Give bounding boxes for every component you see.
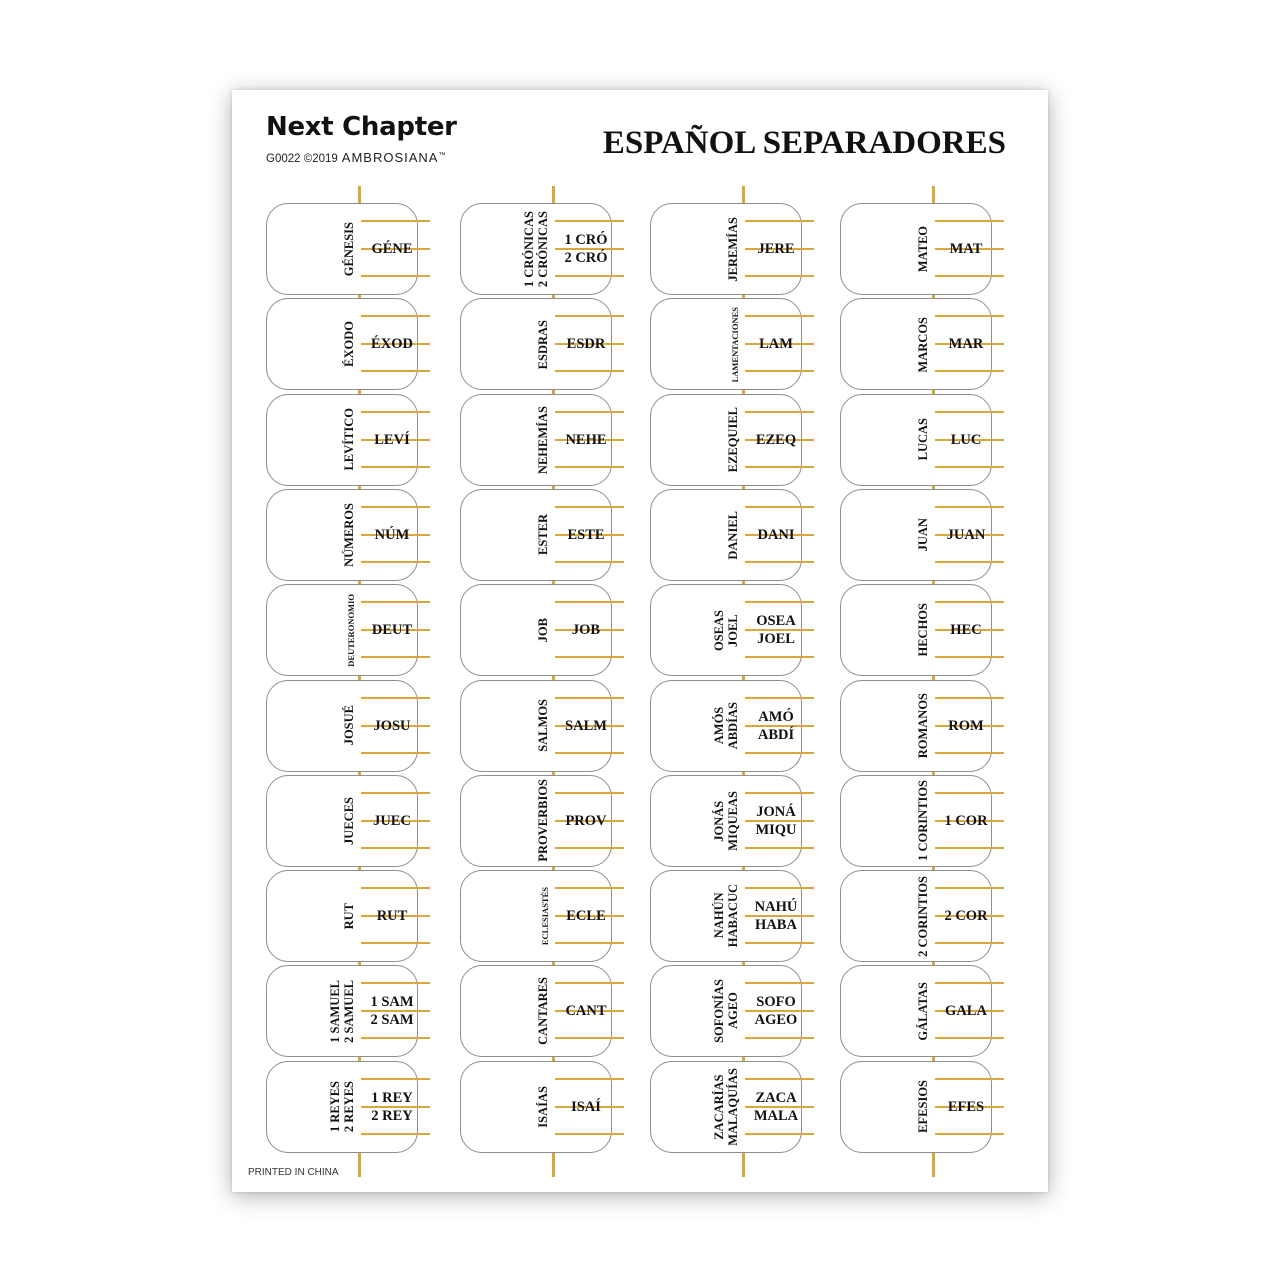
book-name-line: LEVÍTICO <box>342 408 356 471</box>
book-name <box>460 965 550 1057</box>
book-abbreviation-line: DANI <box>757 526 795 543</box>
tab-column-4 <box>840 186 1016 1177</box>
book-abbreviation-line: MAT <box>949 241 983 257</box>
book-name-text <box>726 217 740 282</box>
book-abbreviation <box>936 965 996 1057</box>
book-abbreviation-line: NÚM <box>374 526 410 543</box>
book-name-text <box>342 408 356 471</box>
book-abbreviation-line: SOFO <box>756 994 796 1011</box>
book-abbreviation-line: ECLE <box>566 908 606 925</box>
book-abbreviation <box>746 298 806 390</box>
book-name-text <box>712 610 740 651</box>
book-name-line: ROMANOS <box>916 692 930 759</box>
book-abbreviation <box>936 680 996 772</box>
book-abbreviation <box>936 870 996 962</box>
printed-in-label: PRINTED IN CHINA <box>248 1167 339 1178</box>
book-abbreviation-line: JOEL <box>757 631 795 648</box>
book-name <box>460 870 550 962</box>
book-name-line: JONÁS <box>712 800 726 842</box>
book-name-text <box>712 979 740 1043</box>
book-name-line: 1 REYES <box>328 1081 342 1133</box>
book-abbreviation <box>362 298 422 390</box>
book-name-line: EZEQUIEL <box>726 406 740 473</box>
book-name <box>840 203 930 295</box>
book-name-line: 1 SAMUEL <box>328 979 342 1043</box>
book-abbreviation-line: ESDR <box>566 336 606 353</box>
book-abbreviation-line: 2 CRÓ <box>564 250 608 266</box>
book-name-line: AMÓS <box>712 706 726 745</box>
book-abbreviation-line: ABDÍ <box>757 726 795 743</box>
book-name-line: JEREMÍAS <box>726 216 740 282</box>
book-abbreviation-line: JUAN <box>946 526 986 543</box>
book-abbreviation <box>556 775 616 867</box>
book-abbreviation <box>746 584 806 676</box>
book-abbreviation-line: JERE <box>757 241 795 257</box>
book-abbreviation <box>746 489 806 581</box>
book-abbreviation-line: AMÓ <box>758 708 794 725</box>
book-abbreviation <box>362 203 422 295</box>
book-abbreviation <box>362 394 422 486</box>
book-abbreviation-line: GALA <box>945 1003 987 1020</box>
book-name-line: ABDÍAS <box>726 701 740 750</box>
book-abbreviation <box>746 775 806 867</box>
book-abbreviation-line: 2 SAM <box>370 1012 414 1029</box>
book-name-text <box>342 797 356 845</box>
book-name-line: 1 CORINTIOS <box>916 780 930 862</box>
book-abbreviation <box>362 775 422 867</box>
book-abbreviation <box>362 489 422 581</box>
book-name <box>650 489 740 581</box>
book-name-line: HABACUC <box>726 884 740 948</box>
book-name <box>650 1061 740 1153</box>
book-name <box>840 965 930 1057</box>
book-name-text <box>726 511 740 560</box>
book-name <box>840 775 930 867</box>
book-abbreviation-line: AGEO <box>754 1012 798 1029</box>
book-name <box>460 394 550 486</box>
book-name <box>650 584 740 676</box>
brand-logo: Next Chapter <box>266 112 457 142</box>
book-abbreviation-line: 1 SAM <box>370 994 414 1011</box>
book-abbreviation <box>556 965 616 1057</box>
book-name <box>266 489 356 581</box>
tab-column-1 <box>266 186 442 1177</box>
book-name-text <box>712 702 740 749</box>
book-abbreviation-line: MIQU <box>755 821 797 838</box>
book-name-line: HECHOS <box>916 603 930 657</box>
book-name <box>460 203 550 295</box>
book-name-text <box>916 317 930 373</box>
book-name-text <box>328 980 356 1043</box>
book-abbreviation-line: HABA <box>755 917 797 934</box>
book-abbreviation-line: JOB <box>571 622 601 639</box>
book-name <box>266 775 356 867</box>
book-abbreviation-line: 2 COR <box>944 908 988 925</box>
book-name-line: CANTARES <box>536 977 550 1046</box>
book-name-text <box>916 226 930 272</box>
book-abbreviation-line: MALA <box>753 1107 799 1124</box>
book-name <box>266 394 356 486</box>
book-name-line: OSEAS <box>712 609 726 651</box>
book-name-text <box>916 780 930 861</box>
book-abbreviation <box>556 870 616 962</box>
book-name-line: AGEO <box>726 992 740 1030</box>
book-abbreviation-line: 1 REY <box>371 1089 413 1106</box>
book-name <box>650 870 740 962</box>
book-name-line: GÉNESIS <box>342 221 356 277</box>
book-name-line: EFESIOS <box>916 1080 930 1134</box>
book-abbreviation <box>556 203 616 295</box>
book-name <box>266 870 356 962</box>
tab-column-2 <box>460 186 636 1177</box>
book-name-text <box>522 211 550 287</box>
book-abbreviation-line: ÉXOD <box>371 336 413 353</box>
book-name-text <box>916 1080 930 1133</box>
book-abbreviation <box>362 870 422 962</box>
book-abbreviation <box>936 584 996 676</box>
book-name-line: JUAN <box>916 518 930 552</box>
book-abbreviation <box>936 1061 996 1153</box>
book-abbreviation-line: JOSU <box>373 717 411 734</box>
book-name-text <box>916 518 930 551</box>
book-abbreviation <box>936 489 996 581</box>
book-name-line: 2 CRÓNICAS <box>536 210 550 288</box>
book-name-line: MARCOS <box>916 316 930 373</box>
book-name <box>460 1061 550 1153</box>
book-name-line: SOFONÍAS <box>712 979 726 1044</box>
book-name-text <box>536 977 550 1045</box>
book-abbreviation-line: 2 REY <box>371 1107 413 1124</box>
book-abbreviation <box>556 680 616 772</box>
book-abbreviation <box>936 394 996 486</box>
book-name-text <box>916 418 930 460</box>
book-name-line: ÉXODO <box>342 321 356 368</box>
book-abbreviation-line: DEUT <box>371 622 413 639</box>
book-name <box>650 775 740 867</box>
book-abbreviation-line: 1 COR <box>944 812 988 829</box>
book-name-text <box>730 307 740 382</box>
book-abbreviation <box>362 1061 422 1153</box>
book-name <box>266 584 356 676</box>
book-abbreviation <box>936 775 996 867</box>
book-name <box>650 203 740 295</box>
book-abbreviation-line: EZEQ <box>755 431 797 448</box>
book-name <box>840 680 930 772</box>
book-name-line: PROVERBIOS <box>536 779 550 863</box>
book-name-text <box>916 876 930 957</box>
book-abbreviation <box>362 965 422 1057</box>
book-name-line: NÚMEROS <box>342 502 356 567</box>
book-name-line: NAHÚN <box>712 893 726 940</box>
book-name-text <box>346 594 356 667</box>
book-name-line: ECLESIASTÉS <box>540 887 550 946</box>
book-abbreviation <box>936 298 996 390</box>
book-abbreviation-line: JUEC <box>373 812 411 829</box>
book-name-line: SALMOS <box>536 699 550 752</box>
book-name-line: LUCAS <box>916 418 930 461</box>
book-abbreviation-line: LUC <box>950 431 982 448</box>
book-abbreviation <box>556 489 616 581</box>
book-name <box>840 870 930 962</box>
book-name-text <box>916 603 930 657</box>
book-abbreviation-line: 1 CRÓ <box>564 232 608 248</box>
book-name <box>266 965 356 1057</box>
book-name <box>650 394 740 486</box>
book-name-text <box>712 791 740 851</box>
book-name-text <box>712 1068 740 1146</box>
book-name <box>266 1061 356 1153</box>
book-name-line: DANIEL <box>726 510 740 560</box>
book-abbreviation <box>746 870 806 962</box>
book-abbreviation-line: ESTE <box>567 526 605 543</box>
book-name-line: JOB <box>536 618 550 643</box>
book-name <box>840 584 930 676</box>
book-name-line: NEHEMÍAS <box>536 405 550 474</box>
book-abbreviation-line: JONÁ <box>756 803 796 820</box>
book-abbreviation <box>746 203 806 295</box>
book-name-line: JUECES <box>342 796 356 845</box>
book-name-text <box>712 884 740 947</box>
book-name <box>266 298 356 390</box>
book-name <box>650 680 740 772</box>
book-name-line: MALAQUÍAS <box>726 1067 740 1146</box>
book-name-text <box>342 903 356 929</box>
book-name <box>840 298 930 390</box>
book-abbreviation <box>936 203 996 295</box>
book-abbreviation-line: LAM <box>759 336 793 353</box>
book-name <box>266 203 356 295</box>
book-name-line: 2 REYES <box>342 1081 356 1133</box>
book-name-line: 2 SAMUEL <box>342 979 356 1043</box>
book-name-line: MATEO <box>916 225 930 273</box>
book-name <box>460 584 550 676</box>
product-code-line <box>266 150 445 165</box>
book-name-line: ESDRAS <box>536 319 550 369</box>
book-abbreviation <box>362 584 422 676</box>
book-name-text <box>536 320 550 369</box>
book-abbreviation-line: MAR <box>948 336 984 353</box>
tab-column-3 <box>650 186 826 1177</box>
book-name-line: RUT <box>342 902 356 930</box>
book-abbreviation-line: ROM <box>948 717 984 734</box>
book-abbreviation <box>362 680 422 772</box>
book-name-line: GÁLATAS <box>916 982 930 1041</box>
book-name <box>460 489 550 581</box>
book-abbreviation-line: SALM <box>565 717 607 734</box>
book-name-line: ISAÍAS <box>536 1085 550 1128</box>
book-name-line: ESTER <box>536 514 550 556</box>
book-name-text <box>540 887 550 945</box>
page-title: ESPAÑOL SEPARADORES <box>602 125 1006 161</box>
book-abbreviation-line: HEC <box>950 622 982 639</box>
book-abbreviation-line: EFES <box>947 1098 985 1115</box>
book-name-line: JOSUÉ <box>342 705 356 746</box>
book-abbreviation <box>746 965 806 1057</box>
book-name <box>650 298 740 390</box>
book-abbreviation <box>556 584 616 676</box>
company-name: AMBROSIANA <box>341 150 439 165</box>
book-name-text <box>342 705 356 745</box>
book-name-line: ZACARÍAS <box>712 1074 726 1140</box>
book-name <box>266 680 356 772</box>
book-abbreviation-line: NAHÚ <box>754 899 798 916</box>
book-abbreviation-line: OSEA <box>756 613 796 630</box>
book-abbreviation-line: CANT <box>565 1003 607 1020</box>
book-abbreviation <box>746 1061 806 1153</box>
book-name <box>840 394 930 486</box>
book-name-line: 1 CRÓNICAS <box>522 210 536 288</box>
book-name-line: JOEL <box>726 613 740 647</box>
book-name-text <box>342 321 356 367</box>
book-name-text <box>916 982 930 1041</box>
trademark-symbol: ™ <box>438 152 446 160</box>
book-name-text <box>536 514 550 555</box>
book-name-text <box>536 1086 550 1128</box>
book-abbreviation <box>556 298 616 390</box>
book-name-text <box>328 1081 356 1132</box>
book-abbreviation-line: GÉNE <box>371 241 413 257</box>
book-name-text <box>536 618 550 642</box>
book-name <box>840 1061 930 1153</box>
book-abbreviation <box>746 394 806 486</box>
book-abbreviation <box>746 680 806 772</box>
book-abbreviation <box>556 394 616 486</box>
book-abbreviation-line: LEVÍ <box>374 431 410 448</box>
book-name <box>650 965 740 1057</box>
book-name-text <box>536 779 550 862</box>
book-name-text <box>342 503 356 567</box>
book-name-text <box>916 693 930 758</box>
book-name-text <box>726 407 740 472</box>
product-code: G0022 ©2019 <box>266 153 338 165</box>
book-name-line: 2 CORINTIOS <box>916 875 930 957</box>
book-abbreviation-line: NEHE <box>565 431 607 448</box>
book-abbreviation-line: PROV <box>565 812 607 829</box>
book-name-text <box>536 406 550 474</box>
book-name <box>460 680 550 772</box>
book-abbreviation-line: ISAÍ <box>571 1098 601 1115</box>
book-abbreviation-line: ZACA <box>755 1089 797 1106</box>
book-name <box>460 298 550 390</box>
book-name-text <box>342 222 356 276</box>
book-name-line: LAMENTACIONES <box>730 306 740 382</box>
book-abbreviation <box>556 1061 616 1153</box>
book-name-text <box>536 699 550 752</box>
book-abbreviation-line: RUT <box>376 908 408 925</box>
book-name <box>840 489 930 581</box>
book-name-line: DEUTERONOMIO <box>346 593 356 667</box>
book-name <box>460 775 550 867</box>
book-name-line: MIQUEAS <box>726 790 740 851</box>
